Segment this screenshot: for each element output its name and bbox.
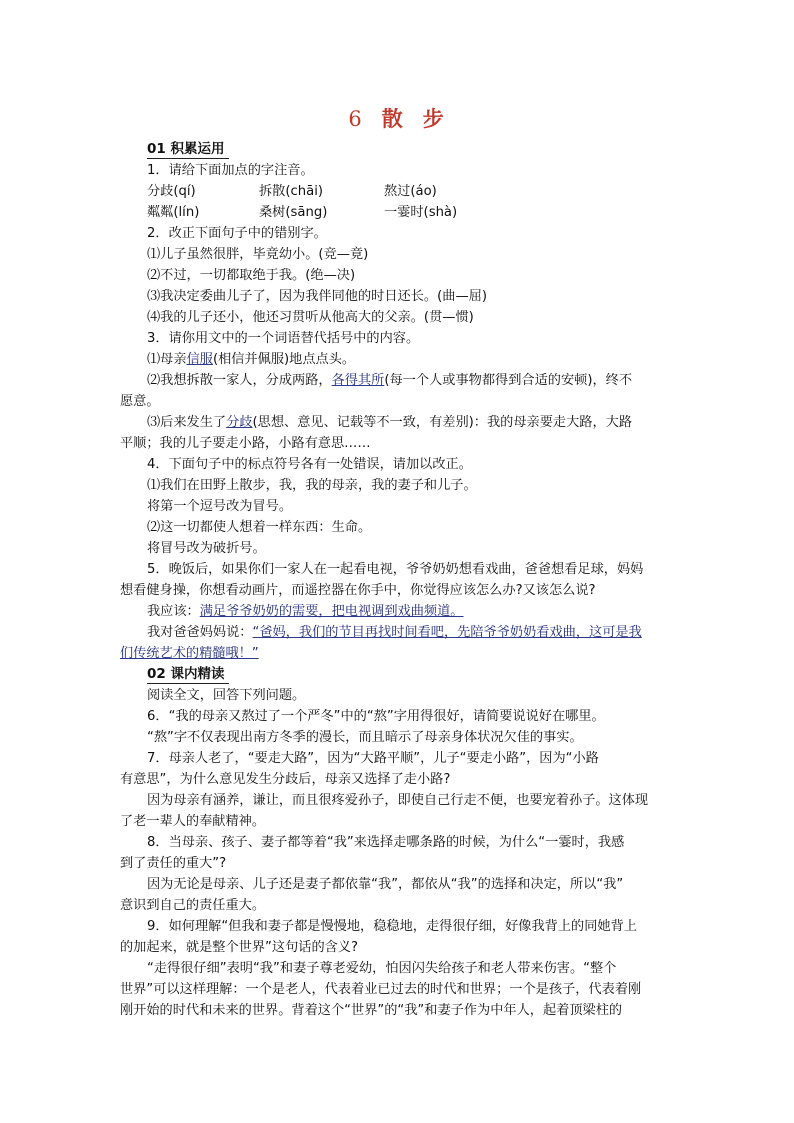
question-8: 8．当母亲、孩子、妻子都等着“我”来选择走哪条路的时候，为什么“一霎时，我感 bbox=[147, 835, 625, 850]
q2-item-3: ⑶我决定委曲儿子了，因为我伴同他的时日还长。(曲—屈) bbox=[147, 289, 487, 304]
q2-item-1: ⑴儿子虽然很胖，毕竟幼小。(竞—竟) bbox=[147, 247, 369, 262]
q4-answer-1: 将第一个逗号改为冒号。 bbox=[147, 499, 293, 514]
page-title: 6 散 步 bbox=[348, 106, 446, 131]
question-9: 9．如何理解“但我和妻子都是慢慢地，稳稳地，走得很仔细，好像我背上的同她背上 bbox=[147, 919, 637, 934]
pinyin-row-1: 分歧(qí) 拆散(chāi) 熬过(áo) bbox=[147, 184, 437, 199]
q9-answer-cont-2: 刚开始的时代和未来的世界。背着这个“世界”的“我”和妻子作为中年人，起着顶梁柱的 bbox=[120, 1003, 623, 1018]
q4-sentence-1: ⑴我们在田野上散步，我，我的母亲，我的妻子和儿子。 bbox=[147, 478, 477, 493]
q2-item-2: ⑵不过，一切都取绝于我。(绝—决) bbox=[147, 268, 356, 283]
q9-answer: “走得很仔细”表明“我”和妻子尊老爱幼，怕因闪失给孩子和老人带来伤害。“整个 bbox=[147, 961, 617, 976]
question-6: 6．“我的母亲又熬过了一个严冬”中的“熬”字用得很好，请简要说说好在哪里。 bbox=[147, 709, 605, 724]
question-1: 1．请给下面加点的字注音。 bbox=[147, 163, 314, 178]
pinyin-row-2: 粼粼(lín) 桑树(sāng) 一霎时(shà) bbox=[147, 205, 458, 220]
q3-item-1: ⑴母亲信服(相信并佩服)地点点头。 bbox=[147, 352, 356, 367]
q7-answer-cont: 了老一辈人的奉献精神。 bbox=[120, 814, 266, 829]
section-heading-1: 01 积累运用 bbox=[147, 139, 675, 160]
question-5-cont: 想看健身操，你想看动画片，而遥控器在你手中，你觉得应该怎么办?又该怎么说? bbox=[120, 583, 596, 598]
q8-answer-cont: 意识到自己的责任重大。 bbox=[120, 898, 266, 913]
question-7: 7．母亲人老了，“要走大路”，因为“大路平顺”，儿子“要走小路”，因为“小路 bbox=[147, 751, 599, 766]
question-4: 4．下面句子中的标点符号各有一处错误，请加以改正。 bbox=[147, 457, 472, 472]
q3-item-3: ⑶后来发生了分歧(思想、意见、记载等不一致，有差别)：我的母亲要走大路，大路 bbox=[147, 415, 633, 430]
q7-answer: 因为母亲有涵养，谦让，而且很疼爱孙子，即使自己行走不便，也要宠着孙子。这体现 bbox=[147, 793, 649, 808]
q4-answer-2: 将冒号改为破折号。 bbox=[147, 541, 266, 556]
reading-intro: 阅读全文，回答下列问题。 bbox=[147, 688, 306, 703]
q8-answer: 因为无论是母亲、儿子还是妻子都依靠“我”，都依从“我”的选择和决定，所以“我” bbox=[147, 877, 624, 892]
q3-item-2: ⑵我想拆散一家人，分成两路，各得其所(每一个人或事物都得到合适的安顿)，终不 bbox=[147, 373, 633, 388]
q5-answer-2: 我对爸爸妈妈说：“爸妈，我们的节目再找时间看吧，先陪爷爷奶奶看戏曲，这可是我 bbox=[147, 625, 642, 640]
q5-answer-1: 我应该：满足爷爷奶奶的需要，把电视调到戏曲频道。 bbox=[147, 604, 464, 619]
question-9-cont: 的加起来，就是整个世界”这句话的含义? bbox=[120, 940, 359, 955]
section-heading-2: 02 课内精读 bbox=[147, 664, 675, 685]
question-8-cont: 到了责任的重大”? bbox=[120, 856, 227, 871]
question-7-cont: 有意思”，为什么意见发生分歧后，母亲又选择了走小路? bbox=[120, 772, 451, 787]
question-3: 3．请你用文中的一个词语替代括号中的内容。 bbox=[147, 331, 420, 346]
q4-sentence-2: ⑵这一切都使人想着一样东西：生命。 bbox=[147, 520, 372, 535]
q5-answer-2-cont: 们传统艺术的精髓哦！” bbox=[120, 646, 259, 661]
q3-item-3-cont: 平顺；我的儿子要走小路，小路有意思…… bbox=[120, 436, 371, 451]
q3-item-2-cont: 愿意。 bbox=[120, 394, 160, 409]
question-2: 2．改正下面句子中的错别字。 bbox=[147, 226, 327, 241]
question-5: 5．晚饭后，如果你们一家人在一起看电视，爷爷奶奶想看戏曲，爸爸想看足球，妈妈 bbox=[147, 562, 644, 577]
q2-item-4: ⑷我的儿子还小，他还习贯听从他高大的父亲。(贯—惯) bbox=[147, 310, 474, 325]
q6-answer: “熬”字不仅表现出南方冬季的漫长，而且暗示了母亲身体状况欠佳的事实。 bbox=[147, 730, 583, 745]
q9-answer-cont-1: 世界”可以这样理解：一个是老人，代表着业已过去的时代和世界；一个是孩子，代表着刚 bbox=[120, 982, 642, 997]
